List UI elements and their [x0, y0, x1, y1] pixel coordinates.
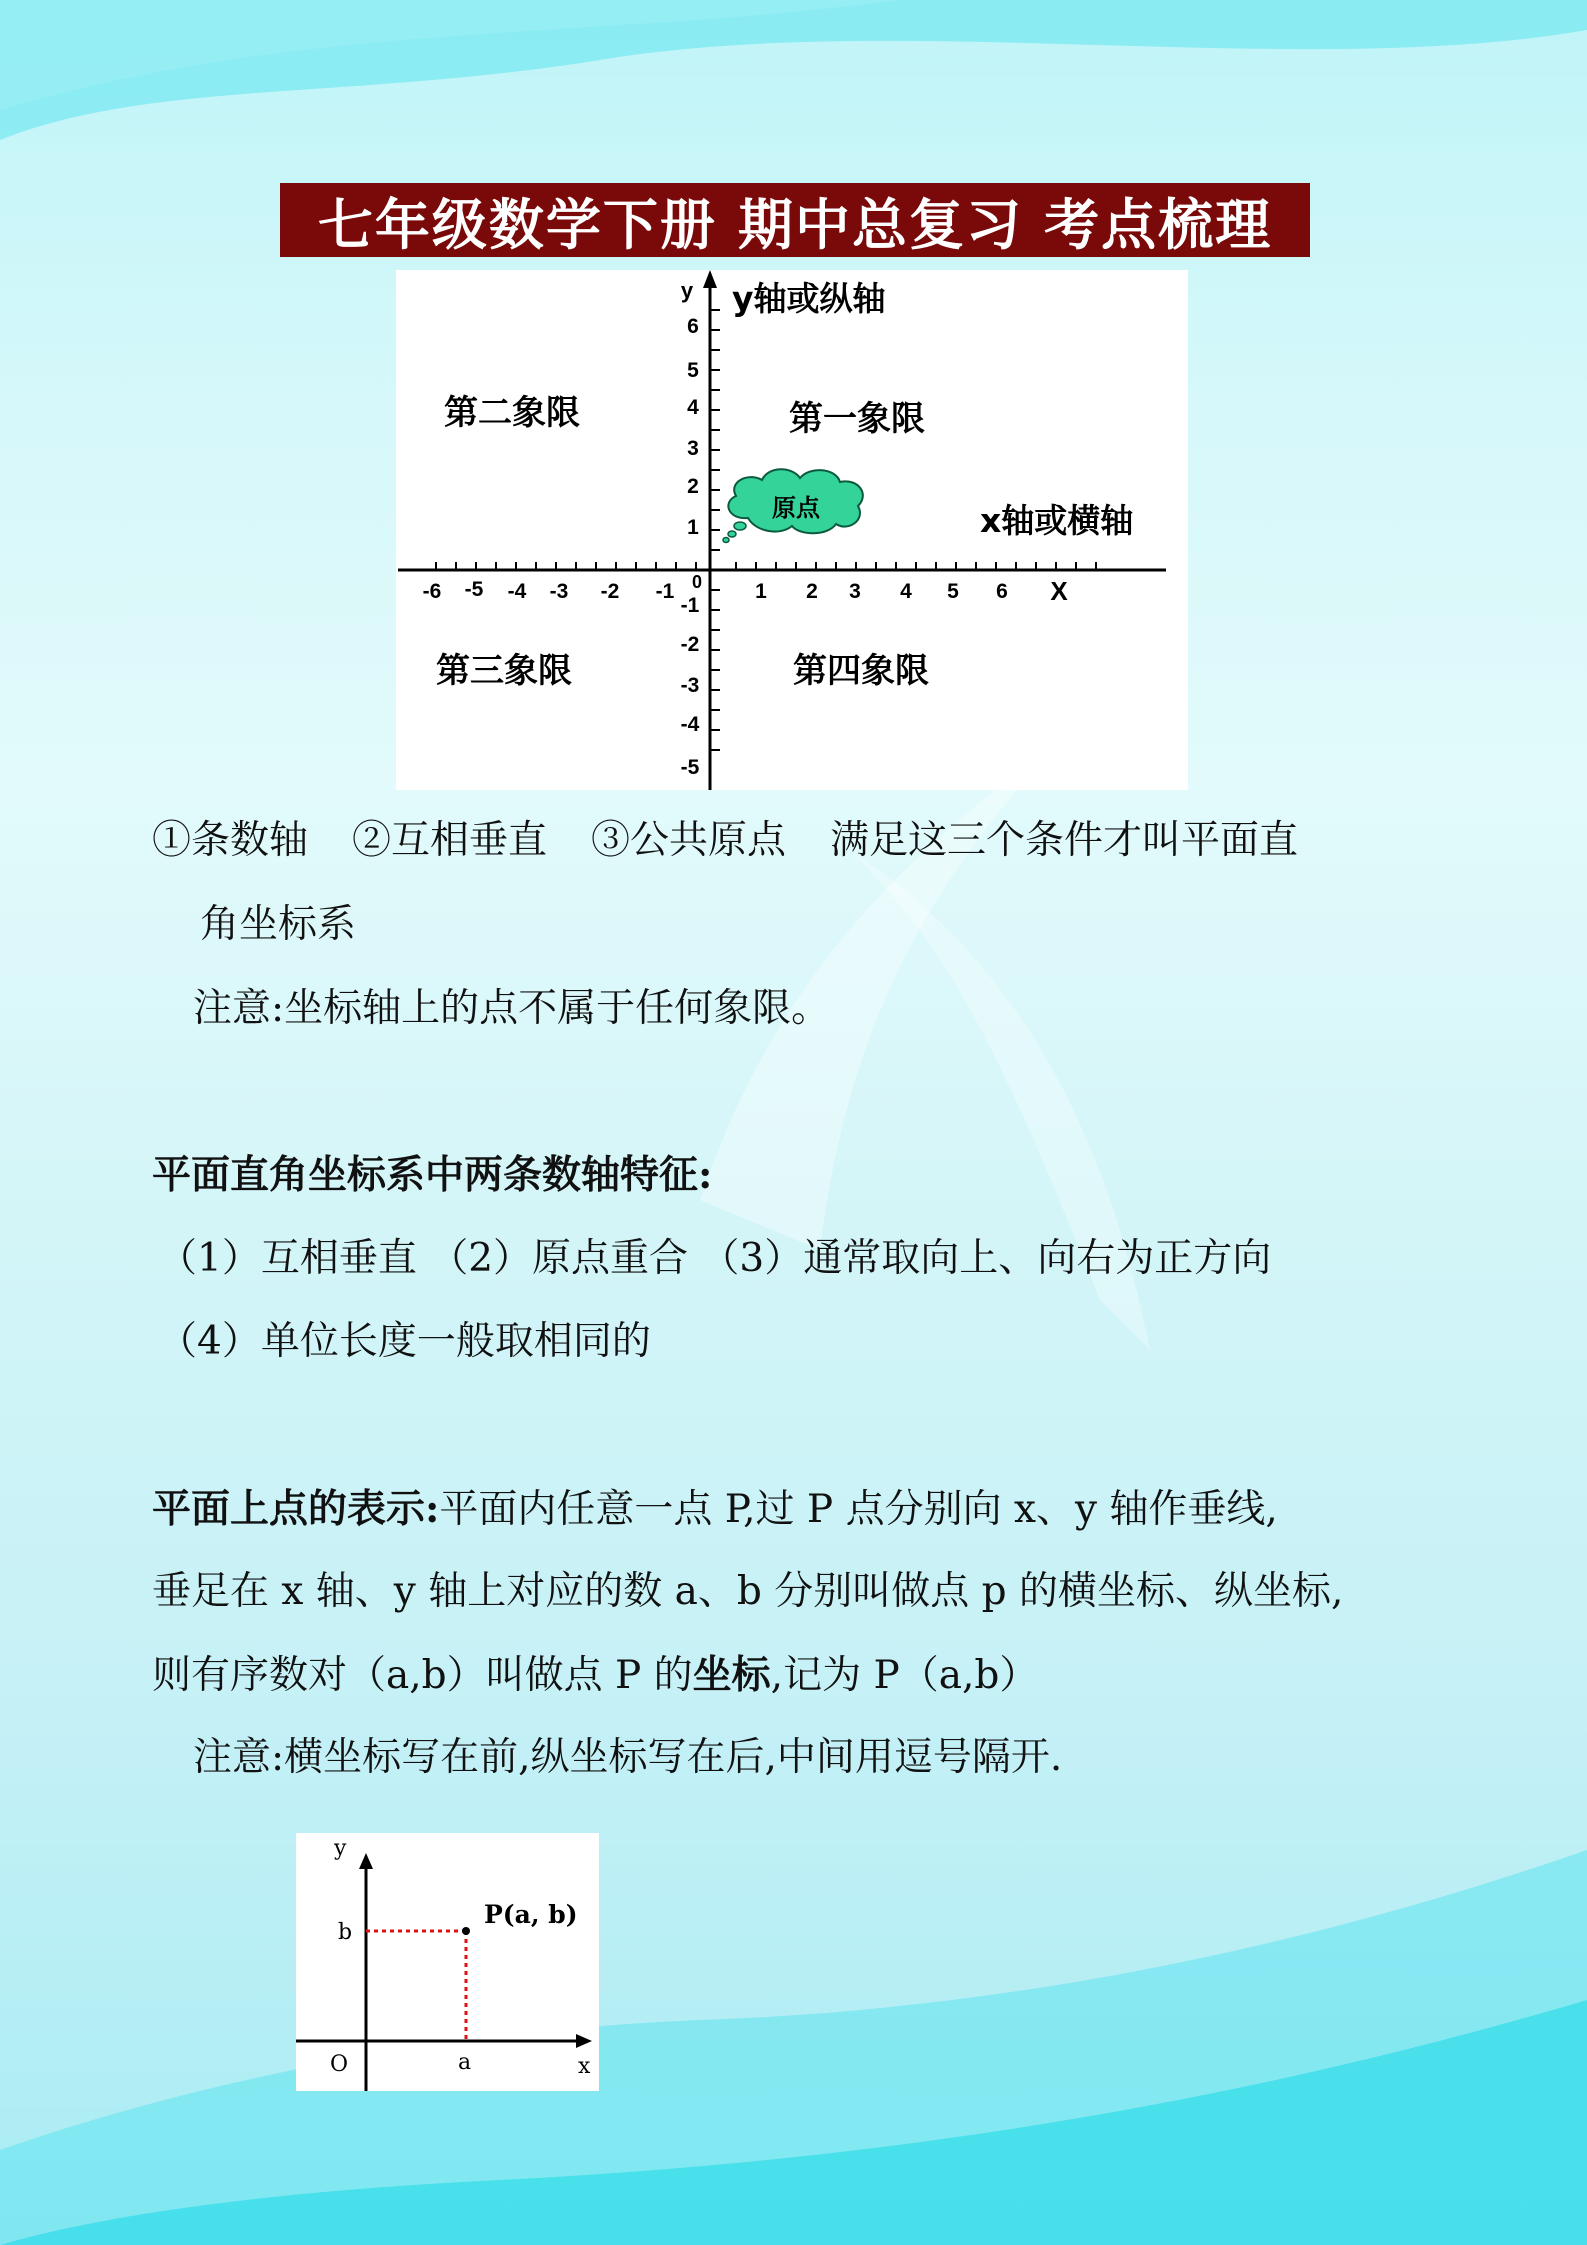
- x-tick-label: 5: [947, 580, 959, 603]
- x-tick-label: -6: [422, 580, 442, 603]
- point-representation-heading: 平面上点的表示:: [152, 1486, 440, 1532]
- origin-bubble-text: 原点: [772, 494, 820, 522]
- y-tick-label: -4: [680, 713, 700, 736]
- origin-label: 0: [691, 572, 703, 592]
- x-tick-label: 2: [806, 580, 818, 603]
- quadrant-2-label: 第二象限: [444, 393, 580, 433]
- condition-1: ①条数轴: [152, 818, 309, 863]
- point-representation-text: 平面内任意一点 P,过 P 点分别向 x、y 轴作垂线,: [439, 1487, 1278, 1532]
- axis-features-heading: 平面直角坐标系中两条数轴特征:: [152, 1152, 713, 1198]
- x-axis-letter: X: [1050, 576, 1068, 606]
- point-coordinate-figure: [296, 1833, 599, 2091]
- condition-conclusion: 满足这三个条件才叫平面直: [830, 818, 1299, 863]
- origin-label: O: [330, 2052, 349, 2077]
- coordinate-term: 坐标: [692, 1652, 771, 1698]
- y-tick-label: 5: [687, 359, 699, 382]
- y-axis-name: y轴或纵轴: [732, 279, 886, 318]
- quadrant-3-label: 第三象限: [436, 651, 572, 691]
- y-axis-arrow: [703, 270, 717, 288]
- quadrant-1-label: 第一象限: [789, 399, 925, 439]
- condition-line-2: 角坐标系: [200, 902, 357, 947]
- x-label: x: [578, 2054, 591, 2079]
- y-tick-label: 1: [687, 516, 699, 539]
- condition-2: ②互相垂直: [352, 818, 548, 863]
- condition-3: ③公共原点: [591, 818, 787, 863]
- coordinate-order-note: 注意:横坐标写在前,纵坐标写在后,中间用逗号隔开.: [193, 1735, 1063, 1780]
- y-label: y: [334, 1836, 347, 1861]
- point-representation-line-2: 垂足在 x 轴、y 轴上对应的数 a、b 分别叫做点 p 的横坐标、纵坐标,: [152, 1569, 1344, 1614]
- origin-bubble: [723, 469, 863, 542]
- x-tick-label: 3: [849, 580, 861, 603]
- y-tick-label: 4: [687, 396, 699, 419]
- point-representation-line-1: [152, 1484, 1278, 1535]
- x-axis-arrow: [576, 2034, 592, 2048]
- y-tick-label: 6: [687, 315, 699, 338]
- y-tick-label: -3: [680, 674, 700, 697]
- x-axis-name: x轴或横轴: [980, 501, 1134, 540]
- x-tick-label: -3: [549, 580, 569, 603]
- condition-line-1: [152, 816, 1298, 866]
- y-tick-label: -2: [680, 633, 700, 656]
- x-tick-label: -2: [600, 580, 620, 603]
- point-representation-line-3: [152, 1650, 1038, 1701]
- page-title: 七年级数学下册 期中总复习 考点梳理: [280, 183, 1310, 257]
- x-tick-label: 4: [900, 580, 912, 603]
- x-tick-label: 6: [996, 580, 1008, 603]
- x-tick-label: -5: [464, 578, 484, 601]
- axis-features-line-1: （1）互相垂直 （2）原点重合 （3）通常取向上、向右为正方向: [158, 1236, 1272, 1281]
- coordinate-system-figure: [396, 270, 1188, 790]
- y-tick-label: -5: [680, 756, 700, 779]
- x-tick-label: 1: [755, 580, 767, 603]
- point-p-label: P(a, b): [484, 1900, 578, 1929]
- x-tick-label: -4: [507, 580, 527, 603]
- y-tick-label: 3: [687, 437, 699, 460]
- y-axis-arrow: [359, 1853, 373, 1869]
- y-tick-label: 2: [687, 475, 699, 498]
- notation-text: ,记为 P（a,b）: [770, 1653, 1039, 1698]
- point-p: [462, 1927, 470, 1935]
- ordered-pair-text: 则有序数对（a,b）叫做点 P 的: [152, 1653, 693, 1698]
- b-label: b: [338, 1920, 353, 1945]
- a-label: a: [458, 2050, 472, 2075]
- y-tick-label: -1: [680, 594, 700, 617]
- quadrant-4-label: 第四象限: [793, 651, 929, 691]
- x-tick-label: -1: [655, 580, 675, 603]
- quadrant-note: 注意:坐标轴上的点不属于任何象限。: [193, 986, 831, 1031]
- y-axis-letter: y: [680, 278, 694, 303]
- axis-features-line-2: （4）单位长度一般取相同的: [158, 1319, 651, 1364]
